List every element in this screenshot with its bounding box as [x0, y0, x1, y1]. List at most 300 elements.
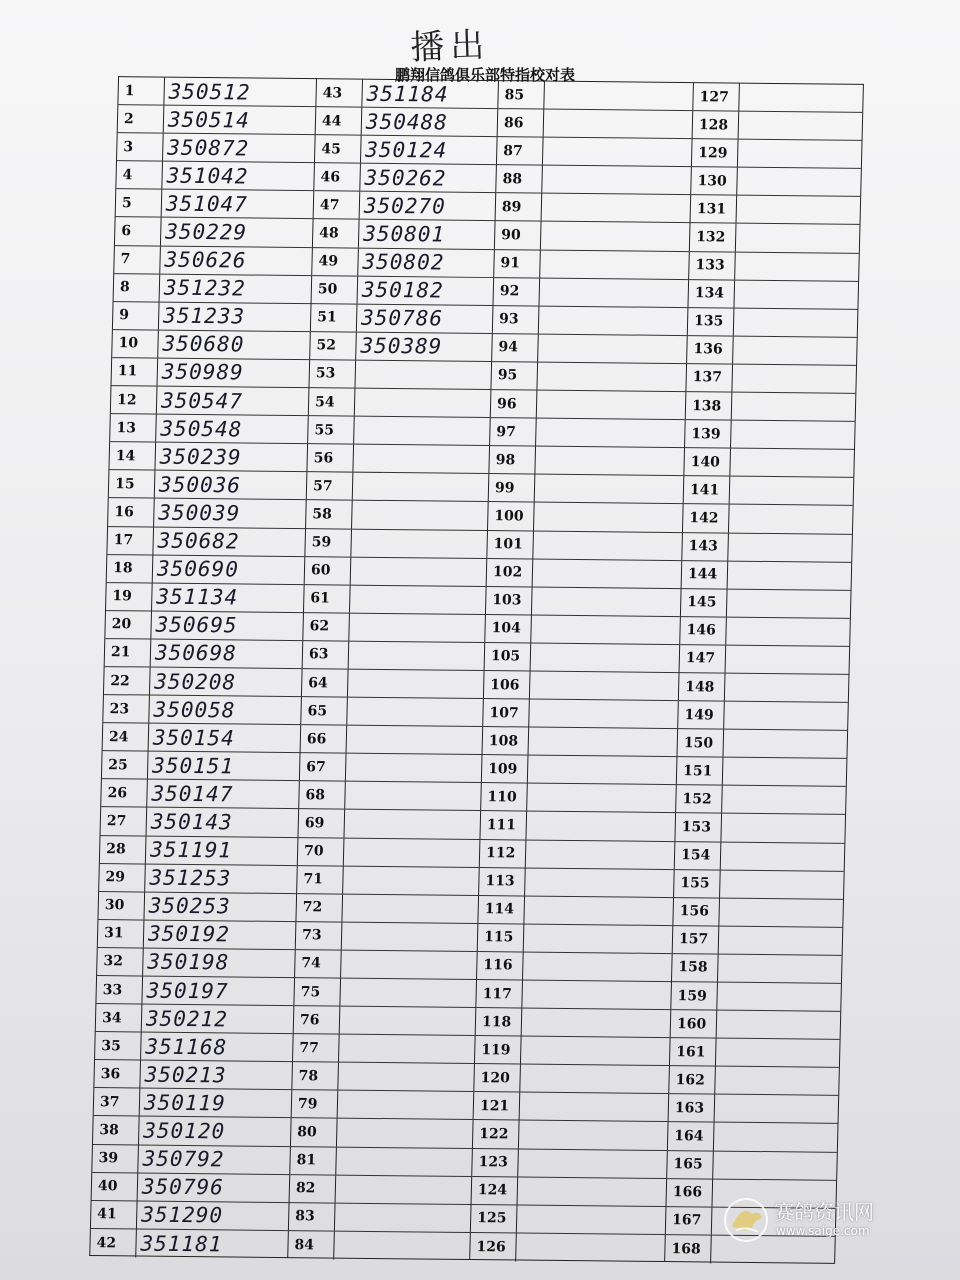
table-row [309, 360, 491, 390]
row-number: 1 [118, 77, 165, 105]
ring-number-cell: 351181 [140, 1231, 223, 1257]
table-row [290, 1147, 472, 1177]
ring-number-cell [338, 1231, 466, 1260]
row-number: 115 [478, 924, 525, 952]
ring-number-cell: 350036 [158, 472, 242, 498]
table-row [498, 109, 693, 139]
row-number: 127 [693, 83, 740, 111]
table-row [117, 133, 315, 163]
table-row [316, 107, 498, 137]
ring-number-cell: 351047 [165, 191, 249, 217]
table-row [109, 442, 307, 472]
ring-number-cell [546, 194, 687, 223]
table-row [114, 246, 312, 276]
row-number: 71 [297, 866, 344, 894]
table-row [108, 498, 306, 528]
ring-number-cell [738, 308, 854, 336]
row-number: 79 [292, 1090, 339, 1118]
row-number: 2 [118, 105, 165, 133]
ring-number-cell [520, 1233, 661, 1263]
ring-number-cell: 351191 [149, 837, 233, 863]
ring-number-cell: 350792 [142, 1146, 225, 1172]
table-row [489, 474, 684, 504]
ring-number-cell [720, 1039, 836, 1067]
ring-number-cell [540, 419, 681, 448]
ring-number-cell [730, 645, 846, 673]
table-row [100, 836, 298, 866]
ring-number-cell [340, 1175, 468, 1203]
table-row [104, 667, 302, 697]
row-number: 6 [115, 218, 162, 246]
table-row [486, 587, 681, 617]
ring-number-cell [743, 112, 859, 140]
row-number: 55 [308, 416, 355, 444]
row-number: 50 [312, 276, 359, 304]
ring-number-cell [532, 756, 673, 785]
table-row [314, 192, 496, 222]
row-number: 36 [94, 1060, 141, 1088]
table-row [480, 811, 675, 841]
ring-number-cell [721, 1011, 837, 1039]
row-number: 47 [314, 192, 361, 220]
row-number: 157 [673, 926, 720, 954]
ring-number-cell [541, 363, 682, 392]
table-row [309, 388, 491, 418]
row-number: 83 [289, 1203, 336, 1231]
ring-number-cell: 350124 [365, 137, 448, 163]
table-row [473, 1120, 668, 1150]
ring-number-cell: 350192 [147, 921, 231, 947]
table-row [488, 502, 683, 532]
row-number: 150 [677, 729, 724, 757]
row-number: 9 [113, 302, 160, 330]
ring-number-cell: 351232 [163, 275, 247, 301]
ring-number-cell [548, 82, 689, 111]
table-row [485, 615, 680, 645]
table-row [305, 529, 487, 559]
row-number: 94 [492, 334, 539, 362]
row-number: 168 [665, 1235, 712, 1264]
ring-number-cell [543, 278, 684, 307]
row-number: 109 [482, 755, 529, 783]
table-row [304, 585, 486, 615]
ring-number-cell: 350197 [146, 978, 229, 1003]
table-row [300, 753, 482, 783]
ring-number-cell [536, 587, 677, 616]
document-title: 鹏翔信鸽俱乐部特指校对表 [395, 66, 576, 84]
row-number: 149 [678, 701, 725, 729]
ring-number-cell [522, 1149, 663, 1178]
row-number: 46 [314, 163, 361, 191]
row-number: 103 [486, 587, 533, 615]
table-row [492, 334, 687, 364]
table-row [690, 224, 860, 254]
ring-number-cell: 350488 [365, 109, 449, 135]
row-number: 74 [295, 950, 342, 978]
row-number: 138 [686, 392, 733, 420]
ring-number-cell [539, 447, 680, 476]
row-number: 23 [103, 695, 150, 723]
ring-number-cell [539, 475, 680, 504]
row-number: 49 [312, 248, 359, 276]
table-row [684, 448, 854, 478]
ring-number-cell [723, 898, 839, 926]
row-number: 113 [479, 868, 526, 896]
row-number: 122 [473, 1120, 520, 1148]
ring-number-cell [535, 643, 676, 672]
table-row [95, 1032, 293, 1062]
table-row [94, 1088, 292, 1118]
ring-number-cell: 350690 [156, 556, 240, 582]
ring-number-cell: 351184 [366, 81, 449, 107]
row-number: 133 [689, 252, 736, 280]
table-row [297, 866, 479, 896]
row-number: 53 [309, 360, 356, 388]
table-row [493, 306, 688, 336]
table-row [478, 896, 673, 926]
table-row [308, 416, 490, 446]
row-number: 72 [296, 894, 343, 922]
table-row [676, 785, 846, 815]
table-row [99, 864, 297, 894]
table-row [692, 139, 862, 169]
table-row [472, 1177, 667, 1207]
row-number: 54 [309, 388, 356, 416]
table-row [118, 77, 316, 107]
ring-number-cell [736, 365, 852, 393]
ring-number-cell [347, 866, 475, 894]
row-number: 76 [294, 1006, 341, 1034]
row-number: 148 [679, 673, 726, 701]
ring-number-cell [346, 894, 474, 922]
table-column-2 [287, 78, 498, 1260]
table-row [477, 952, 672, 982]
table-row [315, 135, 497, 165]
ring-number-cell: 350514 [167, 107, 251, 133]
table-row [107, 527, 305, 557]
ring-number-cell [343, 1035, 471, 1063]
row-number: 125 [471, 1205, 518, 1233]
row-number: 105 [485, 643, 532, 671]
table-row [110, 414, 308, 444]
row-number: 75 [294, 978, 341, 1006]
ring-number-cell [719, 1095, 835, 1123]
table-row [316, 79, 498, 109]
row-number: 87 [497, 137, 544, 165]
table-row [113, 302, 311, 332]
row-number: 70 [298, 838, 345, 866]
row-number: 68 [299, 781, 346, 809]
table-row [288, 1231, 470, 1261]
ring-number-cell [348, 838, 476, 866]
table-row [474, 1092, 669, 1122]
row-number: 132 [690, 224, 737, 252]
ring-number-cell: 350229 [164, 219, 248, 245]
ring-number-cell [719, 1067, 835, 1095]
ring-number-cell: 350213 [144, 1062, 227, 1088]
row-number: 66 [301, 725, 348, 753]
table-row [101, 779, 299, 809]
ring-number-cell [357, 473, 485, 501]
table-row [118, 105, 316, 135]
table-row [481, 783, 676, 813]
row-number: 124 [472, 1177, 519, 1205]
ring-number-cell [352, 670, 480, 698]
ring-number-cell [726, 786, 842, 814]
table-row [96, 976, 294, 1006]
row-number: 77 [293, 1034, 340, 1062]
ring-number-cell [537, 559, 678, 588]
row-number: 15 [109, 470, 156, 498]
ring-number-cell: 350120 [143, 1118, 226, 1144]
row-number: 5 [116, 189, 163, 217]
table-row [299, 781, 481, 811]
ring-number-cell: 350872 [167, 135, 250, 161]
table-row [495, 222, 690, 252]
row-number: 156 [673, 898, 720, 926]
pigeon-logo-icon [722, 1196, 770, 1244]
table-row [111, 358, 309, 388]
table-row [677, 757, 847, 787]
ring-number-cell: 350548 [160, 416, 243, 442]
table-row [112, 330, 310, 360]
ring-number-cell [732, 533, 848, 561]
row-number: 163 [669, 1094, 716, 1122]
row-number: 137 [686, 364, 733, 392]
row-number: 123 [472, 1149, 519, 1177]
table-row [290, 1175, 472, 1205]
row-number: 135 [688, 308, 735, 336]
ring-number-cell [730, 617, 846, 645]
row-number: 88 [496, 165, 543, 193]
ring-number-cell [527, 952, 668, 981]
table-row [689, 252, 859, 282]
ring-number-cell: 351134 [156, 584, 239, 610]
row-number: 26 [101, 779, 148, 807]
ring-number-cell [545, 222, 686, 251]
row-number: 145 [681, 589, 728, 617]
ring-number-cell [359, 389, 487, 417]
table-row [115, 218, 313, 248]
table-row [669, 1066, 839, 1096]
row-number: 126 [470, 1233, 517, 1262]
row-number: 39 [92, 1145, 139, 1173]
ring-number-cell: 350253 [148, 893, 231, 919]
row-number: 29 [99, 864, 146, 892]
ring-number-cell: 350151 [151, 753, 235, 779]
ring-number-cell: 350802 [362, 249, 445, 275]
ring-number-cell [533, 700, 674, 729]
row-number: 17 [107, 527, 154, 555]
site-watermark [722, 1194, 922, 1250]
row-number: 114 [478, 896, 525, 924]
ring-number-cell [548, 110, 689, 139]
ring-number-cell [731, 589, 847, 617]
table-row [105, 639, 303, 669]
table-row [491, 362, 686, 392]
row-number: 31 [98, 920, 145, 948]
ring-number-cell [529, 868, 670, 897]
row-number: 57 [307, 472, 354, 500]
ring-number-cell [734, 449, 850, 477]
table-row [693, 111, 863, 141]
row-number: 110 [481, 783, 528, 811]
row-number: 99 [489, 474, 536, 502]
ring-number-cell: 350626 [164, 247, 247, 273]
row-number: 164 [668, 1123, 715, 1151]
table-row [294, 1006, 476, 1036]
table-row [680, 617, 850, 647]
table-row [682, 533, 852, 563]
row-number: 129 [692, 139, 739, 167]
table-row [296, 894, 478, 924]
ring-number-cell [346, 922, 474, 950]
table-row [496, 165, 691, 195]
ring-number-cell: 351168 [145, 1034, 228, 1060]
ring-number-cell [724, 870, 840, 898]
table-row [107, 555, 305, 585]
row-number: 162 [669, 1066, 716, 1094]
table-row [314, 163, 496, 193]
table-row [96, 1004, 294, 1034]
row-number: 98 [489, 446, 536, 474]
row-number: 90 [495, 222, 542, 250]
row-number: 131 [691, 195, 738, 223]
ring-number-cell [541, 391, 682, 420]
row-number: 3 [117, 133, 164, 161]
handwritten-heading: 播出 [409, 25, 491, 69]
table-row [303, 613, 485, 643]
table-row [92, 1173, 290, 1203]
table-row [312, 248, 494, 278]
ring-number-cell [356, 501, 484, 529]
table-row [301, 725, 483, 755]
table-row [91, 1201, 289, 1231]
table-row [487, 531, 682, 561]
row-number: 19 [106, 583, 153, 611]
row-number: 107 [483, 699, 530, 727]
ring-number-cell: 350182 [361, 277, 445, 303]
table-row [489, 446, 684, 476]
ring-number-cell [349, 782, 477, 810]
table-row [116, 189, 314, 219]
table-row [485, 643, 680, 673]
ring-number-cell [525, 1037, 666, 1066]
table-row [90, 1229, 288, 1259]
row-number: 62 [303, 613, 350, 641]
ring-number-cell: 351233 [162, 303, 246, 329]
ring-number-cell: 350695 [155, 612, 238, 638]
row-number: 80 [291, 1119, 338, 1147]
table-row [106, 583, 304, 613]
row-number: 155 [674, 870, 721, 898]
table-row [487, 559, 682, 589]
row-number: 20 [105, 611, 152, 639]
ring-number-cell: 350212 [145, 1006, 229, 1032]
row-number: 121 [474, 1092, 521, 1120]
row-number: 27 [101, 808, 148, 836]
table-row [668, 1123, 838, 1153]
ring-number-cell [741, 196, 857, 224]
row-number: 13 [110, 414, 157, 442]
ring-number-cell [353, 642, 481, 670]
ring-number-cell: 351290 [140, 1202, 224, 1228]
row-number: 4 [116, 161, 163, 189]
ring-number-cell: 350154 [152, 725, 236, 751]
ring-number-cell [725, 842, 841, 870]
ring-number-cell: 350058 [153, 697, 236, 723]
row-number: 32 [97, 948, 144, 976]
row-number: 93 [493, 306, 540, 334]
table-container [96, 79, 864, 1260]
row-number: 16 [108, 498, 155, 526]
row-number: 34 [96, 1004, 143, 1032]
table-row [116, 161, 314, 191]
table-row [669, 1094, 839, 1124]
table-row [684, 476, 854, 506]
row-number: 59 [305, 529, 352, 557]
table-row [681, 589, 851, 619]
ring-number-cell [341, 1119, 469, 1147]
row-number: 143 [682, 533, 729, 561]
row-number: 95 [491, 362, 538, 390]
ring-number-cell [734, 477, 850, 505]
ring-number-cell [743, 84, 859, 112]
row-number: 108 [483, 727, 530, 755]
ring-number-cell: 350208 [154, 669, 237, 694]
row-number: 81 [290, 1147, 337, 1175]
row-number: 96 [491, 390, 538, 418]
table-row [476, 980, 671, 1010]
row-number: 92 [494, 278, 541, 306]
table-row [693, 83, 863, 113]
table-row [289, 1203, 471, 1233]
table-row [688, 280, 858, 310]
table-row [686, 364, 856, 394]
table-row [101, 808, 299, 838]
row-number: 30 [98, 892, 145, 920]
row-number: 42 [90, 1229, 137, 1258]
row-number: 119 [475, 1036, 522, 1064]
table-row [672, 954, 842, 984]
row-number: 152 [676, 785, 723, 813]
table-row [294, 978, 476, 1008]
ring-number-cell: 350239 [159, 444, 242, 470]
row-number: 142 [683, 505, 730, 533]
row-number: 64 [302, 669, 349, 697]
row-number: 89 [496, 193, 543, 221]
ring-number-cell [526, 981, 667, 1010]
table-row [298, 838, 480, 868]
ring-number-cell: 350682 [157, 528, 240, 554]
table-row [296, 922, 478, 952]
row-number: 56 [307, 444, 354, 472]
ring-number-cell [737, 336, 853, 364]
ring-number-cell [732, 561, 848, 589]
row-number: 86 [498, 109, 545, 137]
ring-number-cell [742, 140, 858, 168]
row-number: 134 [688, 280, 735, 308]
table-row [685, 420, 855, 450]
ring-number-cell [530, 812, 671, 841]
row-number: 12 [111, 386, 158, 414]
ring-number-cell [535, 615, 676, 644]
table-row [691, 195, 861, 225]
row-number: 118 [476, 1008, 523, 1036]
table-row [483, 699, 678, 729]
table-row [293, 1034, 475, 1064]
table-row [305, 557, 487, 587]
